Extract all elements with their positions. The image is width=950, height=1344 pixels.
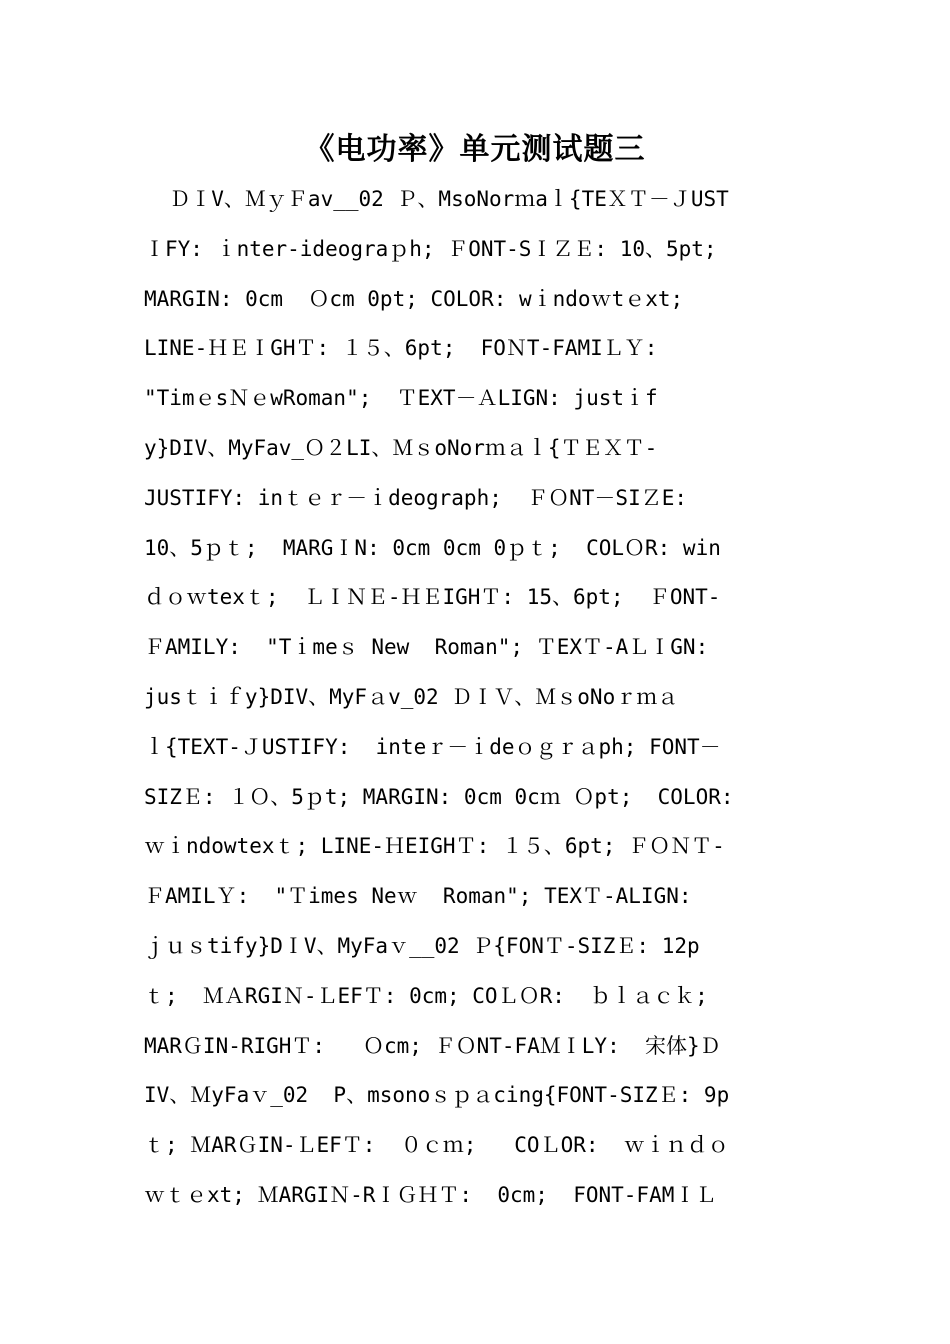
body-line: ＦAMILY: "Tｉmeｓ New Roman"; ＴEXＴ-AＬＩGN: — [144, 635, 709, 660]
body-line: jusｔｉｆy}DIV、MyFａv_02 ＤＩＶ、ＭｓoNoｒｍａ — [144, 684, 679, 709]
body-line: ＤⅠV、ＭｙＦav__02 Ｐ、MsoNorｍaｌ{TEＸＴ－ＪUST — [144, 187, 729, 211]
body-line: 10、5ｐｔ; MARGＩN: 0cm 0cm 0ｐｔ; COLＯR: win — [144, 535, 721, 560]
body-line: ＦAMILＹ: "Ｔimes Neｗ Roman"; TEXＴ-ALIGN: — [144, 884, 692, 909]
body-line: IV、ＭyFaｖ_02 P、msonoｓｐａcing{FONT-SIZＥ: 9p — [144, 1083, 730, 1108]
body-line: ｗｉndowtexｔ; LINE-ＨEIGHＴ: １５、6pt; ＦＯＮＴ- — [144, 834, 725, 859]
body-line: ｄｏｗtexｔ; ＬＩＮＥ-ＨＥIGHＴ: 15、6pt; ＦONT- — [144, 585, 721, 610]
body-line: y}DIV、MyFav_Ｏ２LI、ＭｓoNorｍａｌ{ＴＥＸＴ- — [144, 435, 658, 460]
body-line: "TimｅsＮｅwRoman"; ＴEXT－ＡLIGN: justｉf — [144, 386, 658, 411]
body-line: ｊｕｓtify}DＩV、MyFaｖ__02 Ｐ{FONＴ-SIZＥ: 12p — [144, 933, 700, 958]
body-line: LINE-ＨＥＩGHＴ: １５、6pt; FOＮT-FAMIＬＹ: — [144, 336, 658, 361]
body-line: JUSTIFY: inｔｅｒ－ｉdeograph; ＦＯNT－SIＺE: — [144, 485, 688, 510]
body-line: ｗｔｅxt; ＭARGIＮ-RＩＧＨＴ: 0cm; FONT-FAMＩＬ — [144, 1182, 717, 1207]
body-line: MARGIN: 0cm Ｏcm 0pt; COLOR: wｉndoｗtｅxt; — [144, 286, 684, 311]
body-line: ＩFY: ｉnter-ideograｐh; ＦONT-SＩＺＥ: 10、5pt; — [144, 236, 717, 261]
body-line: MARＧIN-RIGHＴ: Ｏcm; ＦＯNT-FAＭＩLY: 宋体}Ｄ — [144, 1033, 721, 1058]
body-line: ｔ; ＭARＧIN-ＬEFＴ: ０ｃｍ; COＬOR: ｗｉｎｄｏ — [144, 1133, 729, 1158]
body-line: SIZＥ: １Ｏ、5ｐt; MARGIN: 0cm 0cｍ Ｏpt; COLOR: — [144, 784, 734, 809]
document-body — [144, 175, 810, 1221]
body-line: ｌ{TEXT-ＪUSTIFY: inteｒ－ｉdeｏｇｒａph; FONT－ — [144, 734, 721, 759]
document-title: 《电功率》单元测试题三 — [304, 132, 646, 167]
body-line: ｔ; ＭＡRGIＮ-ＬEFＴ: 0cm; COＬＯR: ｂｌａｃｋ; — [144, 983, 708, 1008]
